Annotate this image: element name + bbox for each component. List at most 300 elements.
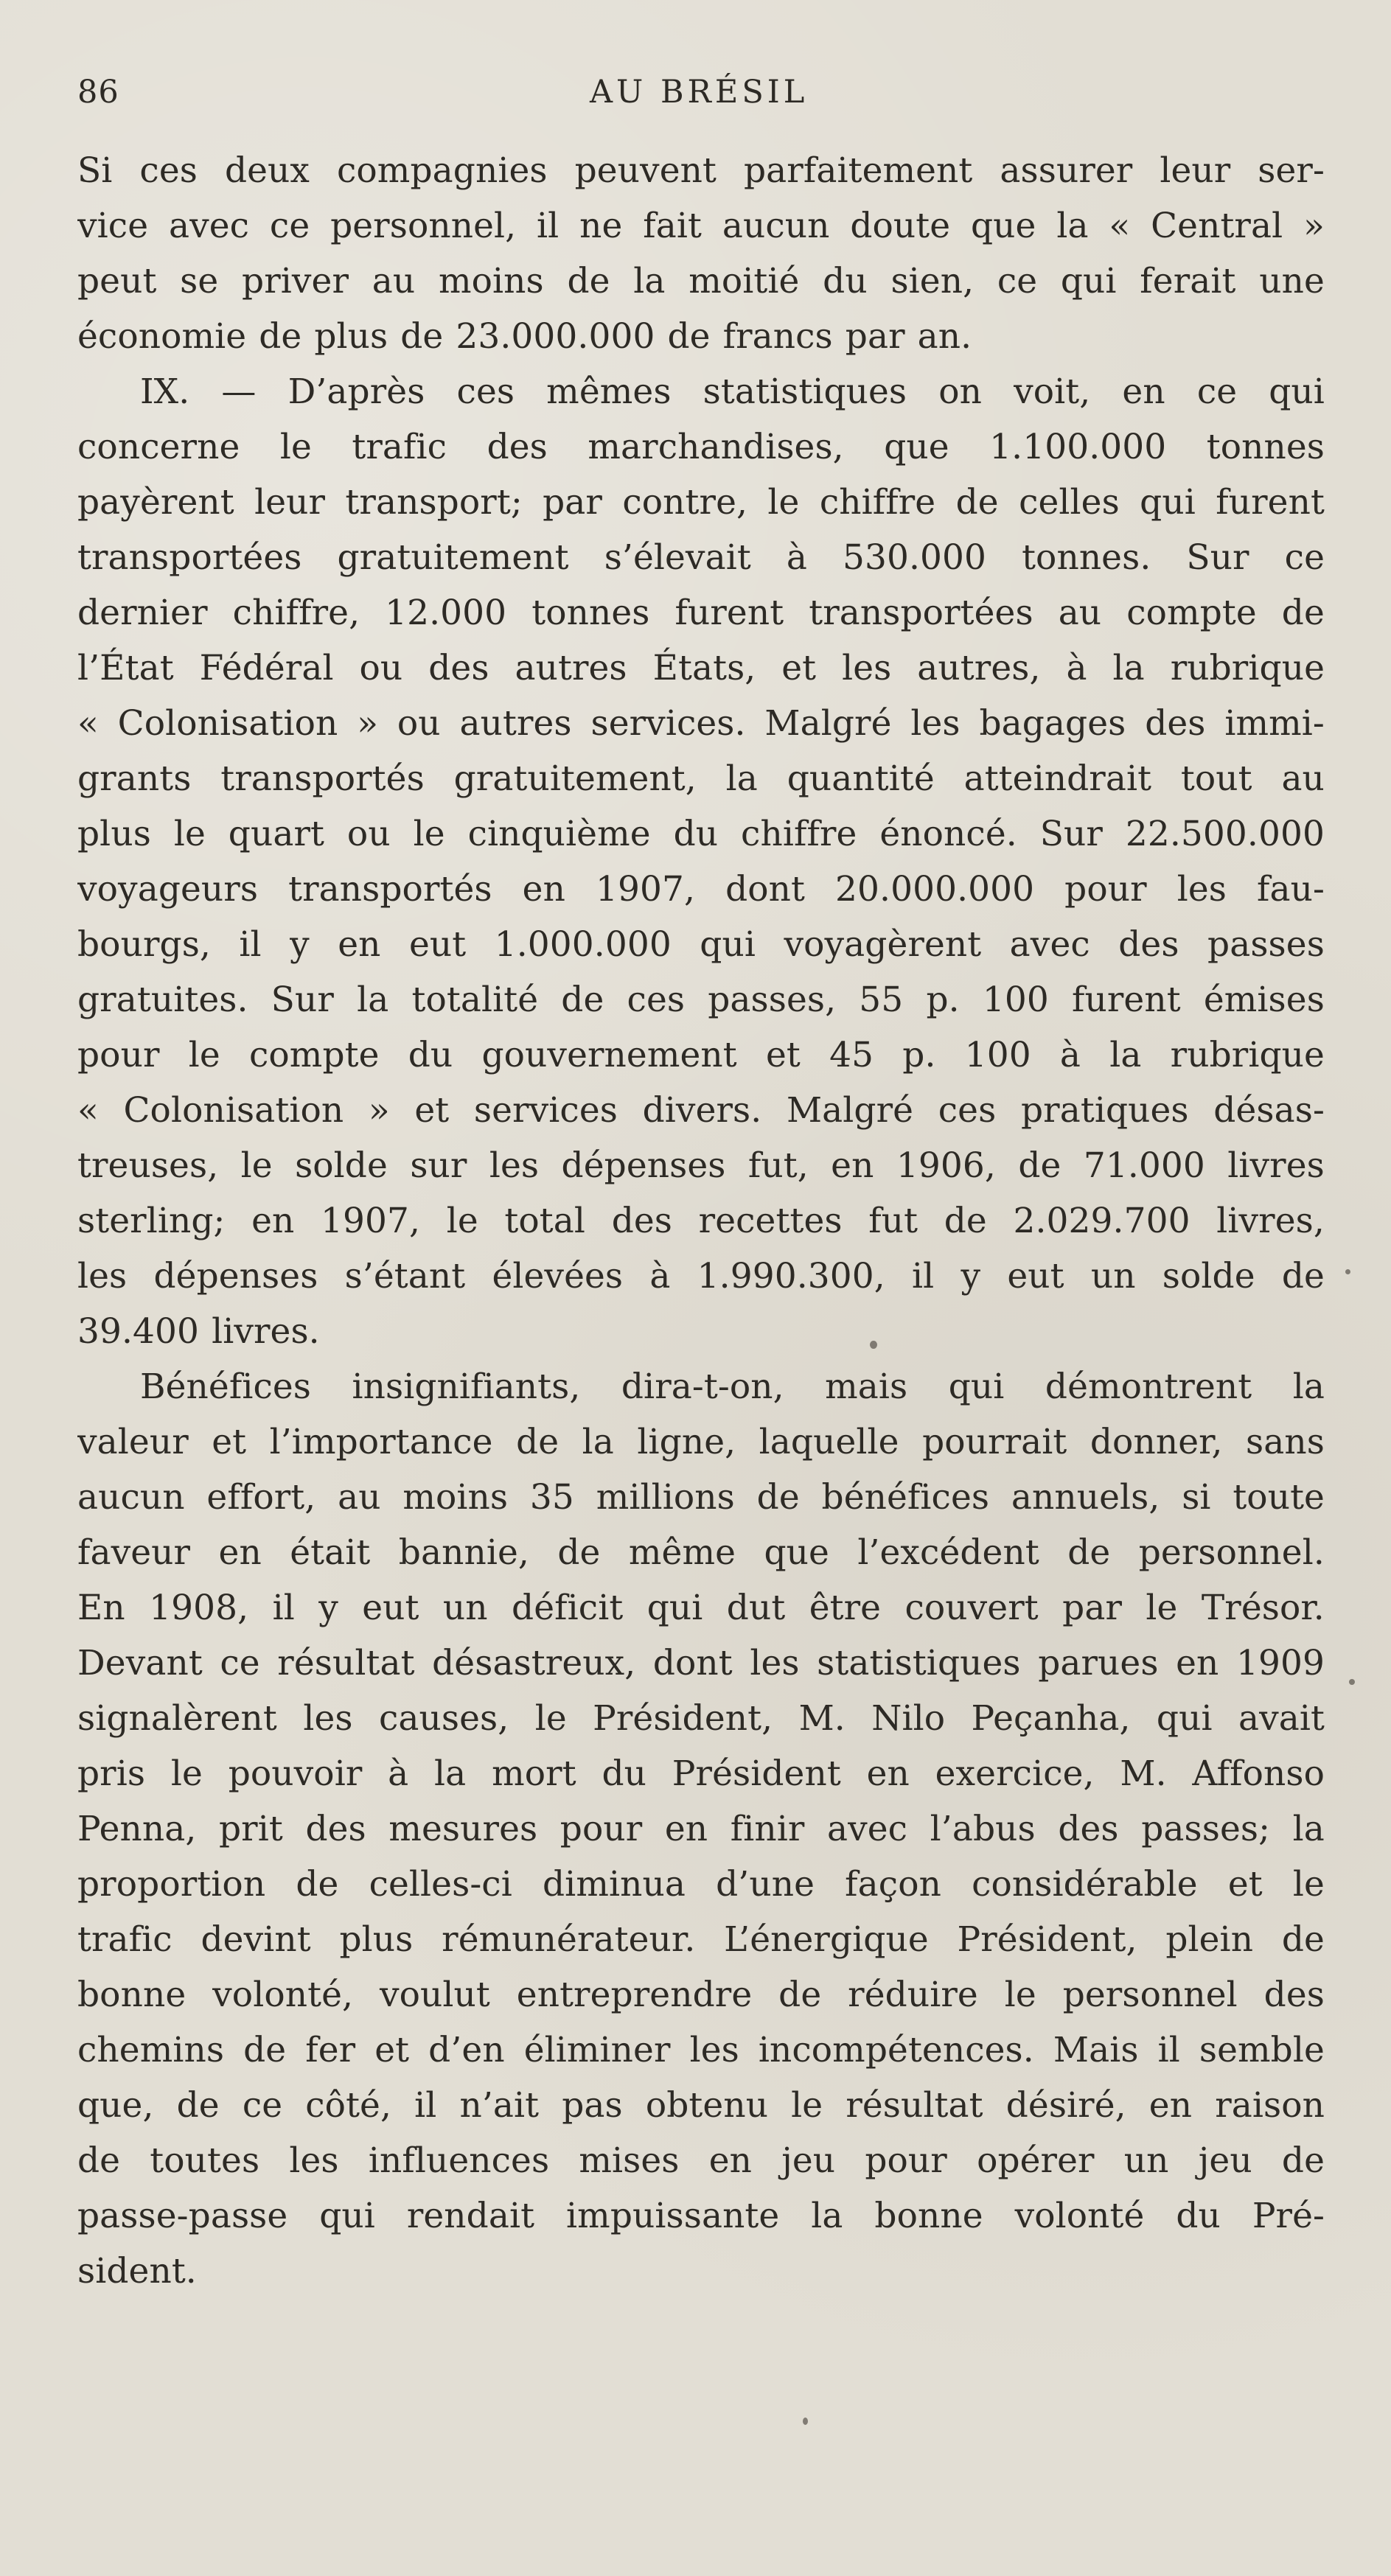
ink-speck [1345, 1269, 1350, 1274]
word: de [756, 1477, 800, 1518]
word: tout [1180, 758, 1252, 799]
word: et [1227, 1864, 1263, 1905]
word: ser- [1258, 150, 1325, 191]
word: plein [1165, 1919, 1254, 1960]
word: voulut [379, 1975, 490, 2015]
word: 1909 [1235, 1643, 1325, 1683]
word: passes [1207, 924, 1325, 965]
word: mêmes [546, 371, 672, 412]
word: de [778, 1975, 822, 2015]
word: faveur [77, 1532, 191, 1573]
word: des [305, 1809, 366, 1849]
word: ce [242, 2085, 283, 2126]
word: pas [562, 2085, 623, 2126]
word: on [938, 371, 983, 412]
word: concerne [77, 427, 240, 467]
word: statistiques [703, 371, 907, 412]
word: mais [825, 1366, 908, 1407]
word: et [414, 1090, 450, 1131]
text-line [77, 1249, 1325, 1304]
word: de [667, 316, 711, 357]
word: le [1004, 1975, 1036, 2015]
word: peuvent [574, 150, 717, 191]
word: il [912, 1256, 935, 1296]
word: ferait [1140, 261, 1236, 301]
word: trafic [352, 427, 447, 467]
word: Affonso [1192, 1753, 1325, 1794]
word: solde [1162, 1256, 1255, 1296]
word: Fédéral [199, 648, 334, 688]
word: à [1059, 1035, 1081, 1075]
word: devint [201, 1919, 311, 1960]
word: dépenses [561, 1145, 726, 1186]
word: influences [368, 2140, 550, 2181]
word: que, [77, 2085, 154, 2126]
word: aucun [722, 206, 830, 246]
word: furent [674, 593, 784, 633]
word: si [1182, 1477, 1211, 1518]
word: sterling; [77, 1201, 226, 1241]
word: qui [1060, 261, 1117, 301]
word: rubrique [1170, 1035, 1325, 1075]
word: des [611, 1201, 673, 1241]
word: Pré- [1252, 2196, 1325, 2236]
word: celles-ci [369, 1864, 512, 1905]
word: — [221, 371, 257, 412]
word: bénéfices [821, 1477, 990, 1518]
word: résultat [277, 1643, 415, 1683]
word: la [582, 1422, 614, 1462]
word: s’élevait [604, 537, 751, 578]
word: impuissante [566, 2196, 780, 2236]
word: de [400, 316, 444, 357]
word: Sur [1186, 537, 1249, 578]
word: par [543, 482, 602, 523]
word: de [567, 261, 610, 301]
word: opérer [977, 2140, 1095, 2181]
word: au [1058, 593, 1102, 633]
word: à [388, 1753, 409, 1794]
text-line [77, 585, 1325, 640]
word: en [708, 2140, 752, 2181]
word: ce [997, 261, 1038, 301]
word: en [1122, 371, 1165, 412]
word: eut [409, 924, 467, 965]
word: avait [1238, 1698, 1325, 1739]
word: il [272, 1588, 295, 1628]
word: pour [865, 2140, 947, 2181]
word: » [368, 1090, 390, 1131]
word: 1.100.000 [989, 427, 1167, 467]
word: rendait [406, 2196, 535, 2236]
word: bonne [77, 1975, 186, 2015]
word: atteindrait [963, 758, 1152, 799]
word: diminua [543, 1864, 686, 1905]
word: pour [1064, 869, 1147, 910]
word: chiffre, [232, 593, 360, 633]
word: pourrait [922, 1422, 1067, 1462]
word: voyagèrent [784, 924, 982, 965]
word: gratuites. [77, 980, 248, 1020]
word: couvert [904, 1588, 1039, 1628]
text-line [77, 1138, 1325, 1193]
text-line [77, 2022, 1325, 2078]
word: qui [1140, 482, 1196, 523]
word: treuses, [77, 1145, 219, 1186]
word: à [649, 1256, 671, 1296]
word: « [77, 703, 99, 744]
word: plus [314, 316, 388, 357]
word: mises [579, 2140, 680, 2181]
word: 39.400 [77, 1311, 200, 1352]
text-line [77, 143, 1325, 198]
word: du [408, 1035, 453, 1075]
word: qui [646, 1588, 703, 1628]
text-line [77, 419, 1325, 475]
word: les [750, 1643, 800, 1683]
word: pour [559, 1809, 643, 1849]
word: En [77, 1588, 125, 1628]
word: totalité [411, 980, 539, 1020]
word: par [1062, 1588, 1123, 1628]
word: semble [1199, 2030, 1325, 2070]
word: Mais [1053, 2030, 1139, 2070]
text-line [77, 1857, 1325, 1912]
word: Président [672, 1753, 841, 1794]
word: cinquième [467, 814, 651, 854]
word: payèrent [77, 482, 234, 523]
text-line [77, 806, 1325, 862]
word: fut [868, 1201, 918, 1241]
word: la [1292, 1809, 1325, 1849]
word: dont [652, 1643, 733, 1683]
word: autres, [917, 648, 1041, 688]
text-line [77, 2244, 1325, 2299]
word: pratiques [1020, 1090, 1189, 1131]
word: une [1259, 261, 1325, 301]
word: le [534, 1698, 567, 1739]
word: ces [139, 150, 198, 191]
word: Bénéfices [140, 1366, 312, 1407]
word: des [487, 427, 548, 467]
word: de [557, 1532, 601, 1573]
word: 12.000 [385, 593, 507, 633]
word: et [765, 1035, 801, 1075]
word: moins [438, 261, 544, 301]
word: en [1148, 2085, 1193, 2126]
word: 71.000 [1083, 1145, 1205, 1186]
word: élevées [492, 1256, 624, 1296]
word: effort, [206, 1477, 316, 1518]
text-line [77, 1746, 1325, 1801]
word: incompétences. [758, 2030, 1034, 2070]
word: l’État [77, 648, 174, 688]
word: 100 [982, 980, 1049, 1020]
word: réduire [848, 1975, 978, 2015]
word: autres [515, 648, 627, 688]
word: économie [77, 316, 247, 357]
word: que [764, 1532, 829, 1573]
word: divers. [642, 1090, 762, 1131]
word: ou [346, 814, 391, 854]
word: proportion [77, 1864, 266, 1905]
word: des [428, 648, 489, 688]
word: signalèrent [77, 1698, 277, 1739]
word: voyageurs [77, 869, 259, 910]
word: furent [1216, 482, 1325, 523]
word: Sur [1039, 814, 1103, 854]
word: jeu [781, 2140, 836, 2181]
word: le [188, 1035, 220, 1075]
word: la [357, 980, 389, 1020]
word: solde [295, 1145, 388, 1186]
word: p. [926, 980, 960, 1020]
word: francs [722, 316, 833, 357]
word: chiffre [741, 814, 857, 854]
word: y [290, 924, 310, 965]
word: total [504, 1201, 586, 1241]
word: l’importance [269, 1422, 493, 1462]
word: le [173, 814, 206, 854]
word: donner, [1090, 1422, 1223, 1462]
word: Sur [271, 980, 334, 1020]
text-line [77, 1304, 1325, 1359]
word: 55 [859, 980, 904, 1020]
word: assurer [1000, 150, 1133, 191]
word: passes; [1141, 1809, 1271, 1849]
word: à [786, 537, 807, 578]
word: personnel [1062, 1975, 1238, 2015]
word: résultat [846, 2085, 983, 2126]
word: que [971, 206, 1036, 246]
word: considérable [972, 1864, 1198, 1905]
word: ce [1196, 371, 1238, 412]
word: des [1263, 1975, 1325, 2015]
word: ligne, [637, 1422, 736, 1462]
word: raison [1215, 2085, 1325, 2126]
word: moins [402, 1477, 509, 1518]
word: d’une [716, 1864, 815, 1905]
word: les [489, 1145, 540, 1186]
word: fer [305, 2030, 356, 2070]
word: en [1176, 1643, 1219, 1683]
word: des [1118, 924, 1179, 965]
word: « [1109, 206, 1131, 246]
word: IX. [140, 371, 190, 412]
word: pris [77, 1753, 146, 1794]
word: chiffre [819, 482, 936, 523]
word: États, [652, 648, 756, 688]
word: sident. [77, 2251, 197, 2291]
word: qui [1269, 371, 1325, 412]
word: n’ait [459, 2085, 540, 2126]
word: Colonisation [117, 703, 338, 744]
word: de [955, 482, 999, 523]
word: du [673, 814, 719, 854]
text-line [77, 530, 1325, 585]
word: la [1056, 206, 1089, 246]
word: « [77, 1090, 99, 1131]
word: le [240, 1145, 273, 1186]
word: un [1090, 1256, 1136, 1296]
word: aucun [77, 1477, 185, 1518]
word: parfaitement [743, 150, 973, 191]
word: la [633, 261, 666, 301]
word: fait [643, 206, 702, 246]
word: 100 [964, 1035, 1031, 1075]
word: 20.000.000 [835, 869, 1035, 910]
word: les [303, 1698, 353, 1739]
word: les [77, 1256, 128, 1296]
word: la [434, 1753, 467, 1794]
word: » [357, 703, 379, 744]
word: 23.000.000 [456, 316, 655, 357]
word: 2.029.700 [1013, 1201, 1190, 1241]
word: par [845, 316, 905, 357]
word: an. [917, 316, 972, 357]
word: de [944, 1201, 987, 1241]
text-line [77, 2078, 1325, 2133]
word: personnel, [330, 206, 517, 246]
word: moitié [688, 261, 800, 301]
word: ces [938, 1090, 997, 1131]
word: de [561, 980, 604, 1020]
word: il [1157, 2030, 1180, 2070]
ink-speck [870, 1341, 877, 1349]
word: même [628, 1532, 736, 1573]
word: transport; [345, 482, 523, 523]
word: désiré, [1005, 2085, 1126, 2126]
word: statistiques [817, 1643, 1021, 1683]
word: livres. [212, 1311, 320, 1352]
word: le [279, 427, 312, 467]
text-line [77, 972, 1325, 1027]
text-line [77, 1470, 1325, 1525]
word: Trésor. [1201, 1588, 1325, 1628]
word: ou [359, 648, 403, 688]
word: avec [826, 1809, 908, 1849]
word: désastreux, [432, 1643, 636, 1683]
text-line [77, 917, 1325, 972]
word: bannie, [398, 1532, 529, 1573]
word: ce [1284, 537, 1325, 578]
word: dut [726, 1588, 786, 1628]
text-line [77, 364, 1325, 419]
word: parues [1038, 1643, 1159, 1683]
word: ce [220, 1643, 260, 1683]
word: de [1281, 2140, 1325, 2181]
word: autres [459, 703, 572, 744]
ink-speck [803, 2418, 808, 2425]
word: dont [725, 869, 806, 910]
text-line [77, 1359, 1325, 1414]
word: transportés [220, 758, 425, 799]
word: recettes [698, 1201, 843, 1241]
word: sien, [890, 261, 975, 301]
word: 45 [829, 1035, 874, 1075]
word: de [1281, 1919, 1325, 1960]
word: jeu [1198, 2140, 1252, 2181]
word: de [1281, 593, 1325, 633]
word: entreprendre [516, 1975, 753, 2015]
word: y [961, 1256, 981, 1296]
word: gouvernement [481, 1035, 737, 1075]
word: volonté [1014, 2196, 1145, 2236]
word: la [725, 758, 758, 799]
word: mesures [388, 1809, 538, 1849]
word: Devant [77, 1643, 203, 1683]
text-line [77, 309, 1325, 364]
word: y [318, 1588, 338, 1628]
word: en [831, 1145, 874, 1186]
word: transportées [809, 593, 1033, 633]
word: s’étant [344, 1256, 466, 1296]
word: p. [902, 1035, 936, 1075]
word: la [1292, 1366, 1325, 1407]
word: la [811, 2196, 843, 2236]
word: et [781, 648, 817, 688]
text-line [77, 2188, 1325, 2244]
word: celles [1019, 482, 1120, 523]
word: millions [596, 1477, 735, 1518]
word: gratuitement [337, 537, 569, 578]
text-line [77, 1525, 1325, 1580]
text-line [77, 1414, 1325, 1470]
word: livres, [1216, 1201, 1325, 1241]
running-header-title: AU BRÉSIL [590, 74, 809, 111]
word: annuels, [1011, 1477, 1160, 1518]
word: dépenses [153, 1256, 318, 1296]
word: au [372, 261, 416, 301]
text-line [77, 862, 1325, 917]
word: au [338, 1477, 381, 1518]
text-line [77, 1580, 1325, 1636]
word: qui [948, 1366, 1005, 1407]
word: en [338, 924, 381, 965]
word: bonne [874, 2196, 983, 2236]
word: en [664, 1809, 708, 1849]
word: le [446, 1201, 478, 1241]
word: le [767, 482, 800, 523]
word: un [442, 1588, 488, 1628]
word: laquelle [759, 1422, 899, 1462]
text-line [77, 475, 1325, 530]
word: M. [1120, 1753, 1167, 1794]
word: Si [77, 150, 113, 191]
word: 35 [529, 1477, 574, 1518]
word: services. [590, 703, 746, 744]
ink-speck [1349, 1679, 1355, 1685]
word: du [1176, 2196, 1221, 2236]
word: énoncé. [879, 814, 1017, 854]
word: rémunérateur. [442, 1919, 696, 1960]
word: compte [248, 1035, 380, 1075]
word: ou [397, 703, 441, 744]
text-line [77, 254, 1325, 309]
word: désas- [1213, 1090, 1325, 1131]
word: trafic [77, 1919, 172, 1960]
word: Malgré [764, 703, 892, 744]
word: la [1109, 1035, 1142, 1075]
word: Penna, [77, 1809, 197, 1849]
word: la [1112, 648, 1145, 688]
word: de [1018, 1145, 1061, 1186]
word: causes, [378, 1698, 509, 1739]
word: compagnies [336, 150, 548, 191]
word: gratuitement, [453, 758, 697, 799]
word: prit [219, 1809, 283, 1849]
word: ne [579, 206, 623, 246]
